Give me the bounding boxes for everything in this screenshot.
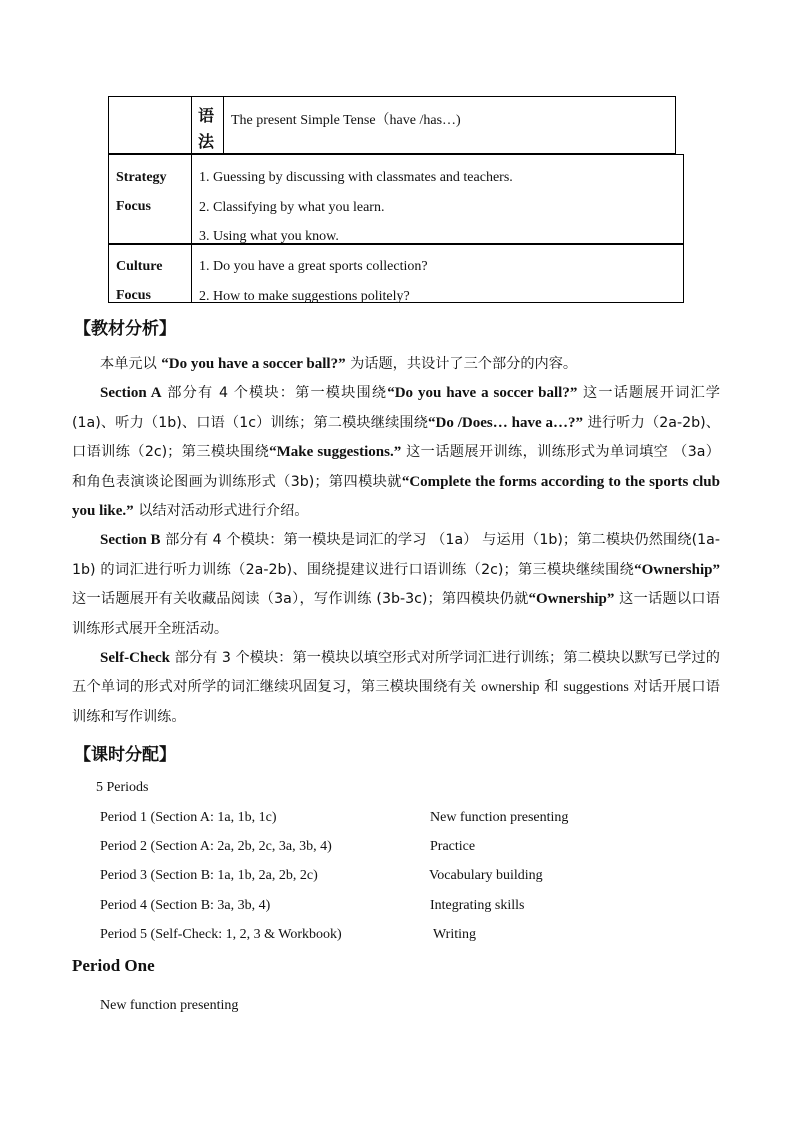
culture-focus-row: [108, 244, 684, 303]
intro-paragraph: 本单元以 “Do you have a soccer ball?” 为话题，共设计了三个部分的内容。: [100, 356, 578, 372]
period-one-subtitle: New function presenting: [100, 998, 239, 1013]
period-label: Period 5 (Self-Check: 1, 2, 3 & Workbook): [100, 927, 342, 942]
strategy-items: [199, 163, 513, 252]
period-desc: Writing: [433, 927, 476, 942]
strategy-label-cell: [109, 155, 192, 243]
grammar-row: [108, 96, 676, 154]
period-row: [100, 927, 476, 943]
strategy-item: 1. Guessing by discussing with classmates and teachers.: [199, 170, 513, 185]
period-desc: Practice: [430, 839, 476, 854]
period-desc: Vocabulary building: [429, 868, 543, 883]
period-desc: Integrating skills: [430, 898, 525, 913]
period-row: [100, 810, 569, 826]
grammar-text: The present Simple Tense（have /has…): [231, 113, 461, 128]
strategy-focus-label: Focus: [116, 199, 151, 214]
strategy-item: 3. Using what you know.: [199, 229, 339, 244]
strategy-label: Strategy: [116, 170, 167, 185]
analysis-body: [72, 350, 720, 732]
period-label: Period 1 (Section A: 1a, 1b, 1c): [100, 810, 277, 825]
schedule-heading: 【课时分配】: [74, 745, 176, 765]
culture-items: [199, 252, 428, 311]
culture-label: Culture: [116, 259, 163, 274]
period-label: Period 3 (Section B: 1a, 1b, 2a, 2b, 2c): [100, 868, 318, 883]
period-row: [100, 868, 543, 884]
strategy-focus-row: [108, 154, 684, 244]
grammar-label: 语法: [198, 106, 215, 151]
grammar-label-cell: [191, 97, 224, 153]
period-one-heading: Period One: [72, 956, 155, 975]
culture-focus-label: Focus: [116, 288, 151, 303]
culture-item: 2. How to make suggestions politely?: [199, 288, 410, 304]
period-label: Period 2 (Section A: 2a, 2b, 2c, 3a, 3b, 4): [100, 839, 332, 854]
period-row: [100, 839, 476, 855]
self-check-paragraph: Self-Check 部分有 3 个模块：第一模块以填空形式对所学词汇进行训练；第二模块以默写已学过的五个单词的形式对所学的词汇继续巩固复习，第三模块围绕有关 ownership 和 suggestions 对话开展口语训练和写作训练。: [72, 650, 720, 725]
section-b-paragraph: Section B 部分有 4 个模块：第一模块是词汇的学习 （1a） 与运用（1b)；第二模块仍然围绕(1a-1b) 的词汇进行听力训练（2a-2b)、围绕提建议进行口语训练（2c)；第三模块继续围绕“Ownership” 这一话题展开有关收藏品阅读（3a），写作训练 (3b-3c)；第四模块仍就“Ownership” 这一话题以口语训练形式展开全班活动。: [72, 532, 720, 637]
periods-total: 5 Periods: [96, 780, 149, 795]
section-a-paragraph: Section A 部分有 4 个模块：第一模块围绕“Do you have a soccer ball?” 这一话题展开词汇学(1a)、听力（1b)、口语（1c）训练；第二模块继续围绕“Do /Does… have a…?” 进行听力（2a-2b)、口语训练（2c)；第三模块围绕“Make suggestions.” 这一话题展开训练，训练形式为单词填空 （3a）和角色表演谈论图画为训练形式（3b)；第四模块就“Complete the forms according to the sports club you like.” 以结对活动形式进行介绍。: [72, 385, 720, 520]
culture-label-cell: [109, 245, 192, 302]
culture-item: 1. Do you have a great sports collection?: [199, 259, 428, 274]
period-desc: New function presenting: [430, 810, 569, 825]
period-label: Period 4 (Section B: 3a, 3b, 4): [100, 898, 271, 913]
grammar-empty-cell: [109, 97, 192, 153]
analysis-heading: 【教材分析】: [74, 319, 176, 339]
period-row: [100, 898, 525, 914]
strategy-item: 2. Classifying by what you learn.: [199, 199, 385, 215]
